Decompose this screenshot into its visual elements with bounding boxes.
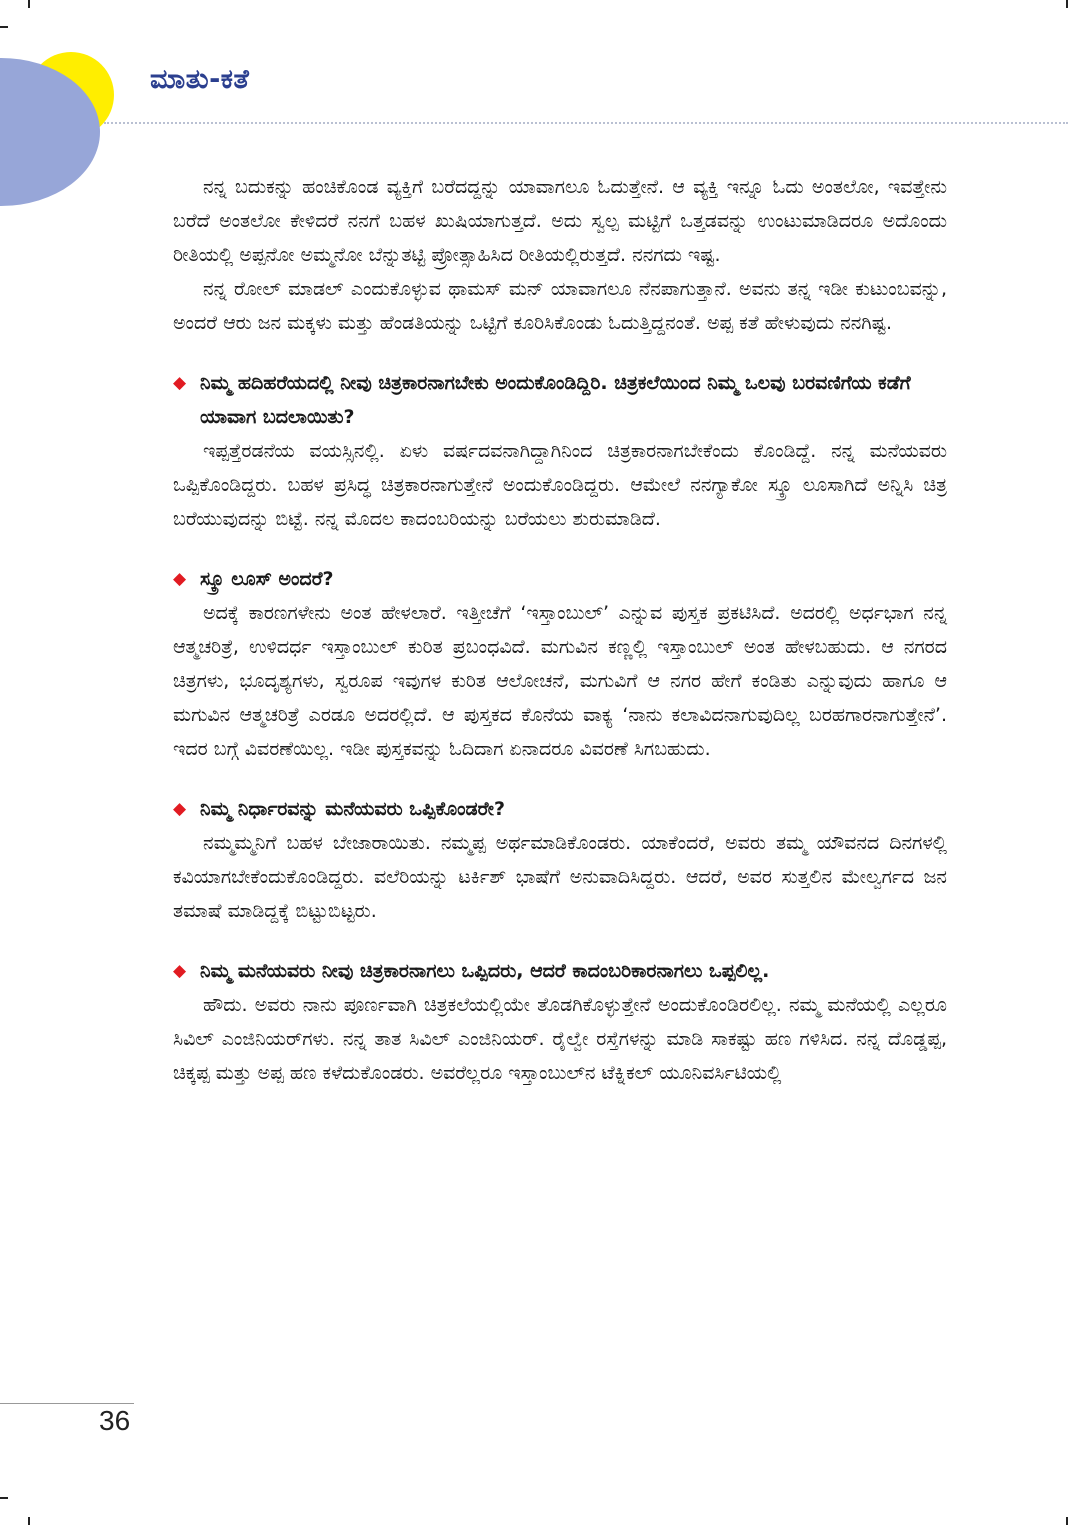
- paragraph: ಅದಕ್ಕೆ ಕಾರಣಗಳೇನು ಅಂತ ಹೇಳಲಾರೆ. ಇತ್ತೀಚೆಗೆ ‘ಇಸ್ತಾಂಬುಲ್’ ಎನ್ನುವ ಪುಸ್ತಕ ಪ್ರಕಟಿಸಿದೆ. ಅದರಲ್ಲಿ ಅರ್ಧಭಾಗ ನನ್ನ ಆತ್ಮಚರಿತ್ರೆ, ಉಳಿದರ್ಧ ಇಸ್ತಾಂಬುಲ್ ಕುರಿತ ಪ್ರಬಂಧವಿದೆ. ಮಗುವಿನ ಕಣ್ಣಲ್ಲಿ ಇಸ್ತಾಂಬುಲ್ ಅಂತ ಹೇಳಬಹುದು. ಆ ನಗರದ ಚಿತ್ರಗಳು, ಭೂದೃಶ್ಯಗಳು, ಸ್ವರೂಪ ಇವುಗಳ ಕುರಿತ ಆಲೋಚನೆ, ಮಗುವಿಗೆ ಆ ನಗರ ಹೇಗೆ ಕಂಡಿತು ಎನ್ನುವುದು ಹಾಗೂ ಆ ಮಗುವಿನ ಆತ್ಮಚರಿತ್ರೆ ಎರಡೂ ಅದರಲ್ಲಿದೆ. ಆ ಪುಸ್ತಕದ ಕೊನೆಯ ವಾಕ್ಯ ‘ನಾನು ಕಲಾವಿದನಾಗುವುದಿಲ್ಲ ಬರಹಗಾರನಾಗುತ್ತೇನೆ’. ಇದರ ಬಗ್ಗೆ ವಿವರಣೆಯಿಲ್ಲ. ಇಡೀ ಪುಸ್ತಕವನ್ನು ಓದಿದಾಗ ಏನಾದರೂ ವಿವರಣೆ ಸಿಗಬಹುದು.: [173, 602, 947, 760]
- paragraph: ನಮ್ಮಮ್ಮನಿಗೆ ಬಹಳ ಬೇಜಾರಾಯಿತು. ನಮ್ಮಪ್ಪ ಅರ್ಥಮಾಡಿಕೊಂಡರು. ಯಾಕೆಂದರೆ, ಅವರು ತಮ್ಮ ಯೌವನದ ದಿನಗಳಲ್ಲಿ ಕವಿಯಾಗಬೇಕೆಂದುಕೊಂಡಿದ್ದರು. ವಲೆರಿಯನ್ನು ಟರ್ಕಿಶ್ ಭಾಷೆಗೆ ಅನುವಾದಿಸಿದ್ದರು. ಆದರೆ, ಅವರ ಸುತ್ತಲಿನ ಮೇಲ್ವರ್ಗದ ಜನ ತಮಾಷೆ ಮಾಡಿದ್ದಕ್ಕೆ ಬಿಟ್ಟುಬಿಟ್ಟರು.: [173, 832, 947, 922]
- paragraph: ಇಪ್ಪತ್ತೆರಡನೆಯ ವಯಸ್ಸಿನಲ್ಲಿ. ಏಳು ವರ್ಷದವನಾಗಿದ್ದಾಗಿನಿಂದ ಚಿತ್ರಕಾರನಾಗಬೇಕೆಂದು ಕೊಂಡಿದ್ದೆ. ನನ್ನ ಮನೆಯವರು ಒಪ್ಪಿಕೊಂಡಿದ್ದರು. ಬಹಳ ಪ್ರಸಿದ್ಧ ಚಿತ್ರಕಾರನಾಗುತ್ತೇನೆ ಅಂದುಕೊಂಡಿದ್ದರು. ಆಮೇಲೆ ನನಗ್ಯಾಕೋ ಸ್ಕ್ರೂ ಲೂಸಾಗಿದೆ ಅನ್ನಿಸಿ ಚಿತ್ರ ಬರೆಯುವುದನ್ನು ಬಿಟ್ಟೆ. ನನ್ನ ಮೊದಲ ಕಾದಂಬರಿಯನ್ನು ಬರೆಯಲು ಶುರುಮಾಡಿದೆ.: [173, 440, 947, 530]
- question-text: ಸ್ಕ್ರೂ ಲೂಸ್ ಅಂದರೆ?: [200, 568, 334, 590]
- article-body: [173, 170, 947, 1090]
- question-text: ನಿಮ್ಮ ಮನೆಯವರು ನೀವು ಚಿತ್ರಕಾರನಾಗಲು ಒಪ್ಪಿದರು, ಆದರೆ ಕಾದಂಬರಿಕಾರನಾಗಲು ಒಪ್ಪಲಿಲ್ಲ.: [200, 960, 770, 982]
- crop-mark: [28, 1517, 30, 1525]
- question-text: ನಿಮ್ಮ ಹದಿಹರೆಯದಲ್ಲಿ ನೀವು ಚಿತ್ರಕಾರನಾಗಬೇಕು ಅಂದುಕೊಂಡಿದ್ದಿರಿ. ಚಿತ್ರಕಲೆಯಿಂದ ನಿಮ್ಮ ಒಲವು ಬರವಣಿಗೆಯ ಕಡೆಗೆ ಯಾವಾಗ ಬದಲಾಯಿತು?: [200, 372, 911, 428]
- crop-mark: [0, 26, 8, 28]
- section-gap: [173, 766, 947, 792]
- section-gap: [173, 928, 947, 954]
- diamond-bullet-icon: ◆: [173, 373, 187, 393]
- crop-mark: [1066, 1517, 1068, 1525]
- section-gap: [173, 536, 947, 562]
- diamond-bullet-icon: ◆: [173, 799, 187, 819]
- crop-mark: [1066, 0, 1068, 8]
- page-number: 36: [99, 1405, 131, 1436]
- question-text: ನಿಮ್ಮ ನಿರ್ಧಾರವನ್ನು ಮನೆಯವರು ಒಪ್ಪಿಕೊಂಡರೇ?: [200, 798, 505, 820]
- interview-question: [173, 366, 947, 434]
- interview-question: [173, 792, 947, 826]
- paragraph: ನನ್ನ ಬದುಕನ್ನು ಹಂಚಿಕೊಂಡ ವ್ಯಕ್ತಿಗೆ ಬರೆದದ್ದನ್ನು ಯಾವಾಗಲೂ ಓದುತ್ತೇನೆ. ಆ ವ್ಯಕ್ತಿ ಇನ್ನೂ ಓದು ಅಂತಲೋ, ಇವತ್ತೇನು ಬರೆದೆ ಅಂತಲೋ ಕೇಳಿದರೆ ನನಗೆ ಬಹಳ ಖುಷಿಯಾಗುತ್ತದೆ. ಅದು ಸ್ವಲ್ಪ ಮಟ್ಟಿಗೆ ಒತ್ತಡವನ್ನು ಉಂಟುಮಾಡಿದರೂ ಅದೊಂದು ರೀತಿಯಲ್ಲಿ ಅಪ್ಪನೋ ಅಮ್ಮನೋ ಬೆನ್ನುತಟ್ಟಿ ಪ್ರೋತ್ಸಾಹಿಸಿದ ರೀತಿಯಲ್ಲಿರುತ್ತದೆ. ನನಗದು ಇಷ್ಟ.: [173, 176, 947, 266]
- crop-mark: [0, 1497, 8, 1499]
- section-gap: [173, 340, 947, 366]
- crop-mark: [28, 0, 30, 8]
- diamond-bullet-icon: ◆: [173, 569, 187, 589]
- interview-question: [173, 562, 947, 596]
- paragraph: ನನ್ನ ರೋಲ್ ಮಾಡಲ್ ಎಂದುಕೊಳ್ಳುವ ಥಾಮಸ್ ಮನ್ ಯಾವಾಗಲೂ ನೆನಪಾಗುತ್ತಾನೆ. ಅವನು ತನ್ನ ಇಡೀ ಕುಟುಂಬವನ್ನು, ಅಂದರೆ ಆರು ಜನ ಮಕ್ಕಳು ಮತ್ತು ಹೆಂಡತಿಯನ್ನು ಒಟ್ಟಿಗೆ ಕೂರಿಸಿಕೊಂಡು ಓದುತ್ತಿದ್ದನಂತೆ. ಅಪ್ಪ ಕತೆ ಹೇಳುವುದು ನನಗಿಷ್ಟ.: [173, 278, 947, 334]
- paragraph: ಹೌದು. ಅವರು ನಾನು ಪೂರ್ಣವಾಗಿ ಚಿತ್ರಕಲೆಯಲ್ಲಿಯೇ ತೊಡಗಿಕೊಳ್ಳುತ್ತೇನೆ ಅಂದುಕೊಂಡಿರಲಿಲ್ಲ. ನಮ್ಮ ಮನೆಯಲ್ಲಿ ಎಲ್ಲರೂ ಸಿವಿಲ್ ಎಂಜಿನಿಯರ್‌ಗಳು. ನನ್ನ ತಾತ ಸಿವಿಲ್ ಎಂಜಿನಿಯರ್. ರೈಲ್ವೇ ರಸ್ತೆಗಳನ್ನು ಮಾಡಿ ಸಾಕಷ್ಟು ಹಣ ಗಳಿಸಿದ. ನನ್ನ ದೊಡ್ಡಪ್ಪ, ಚಿಕ್ಕಪ್ಪ ಮತ್ತು ಅಪ್ಪ ಹಣ ಕಳೆದುಕೊಂಡರು. ಅವರೆಲ್ಲರೂ ಇಸ್ತಾಂಬುಲ್‌ನ ಟೆಕ್ನಿಕಲ್ ಯೂನಿವರ್ಸಿಟಿಯಲ್ಲಿ: [173, 994, 947, 1084]
- interview-question: [173, 954, 947, 988]
- footer-rule: [0, 1403, 134, 1404]
- dotted-divider: [104, 122, 1068, 124]
- section-title: ಮಾತು-ಕತೆ: [150, 64, 250, 95]
- diamond-bullet-icon: ◆: [173, 961, 187, 981]
